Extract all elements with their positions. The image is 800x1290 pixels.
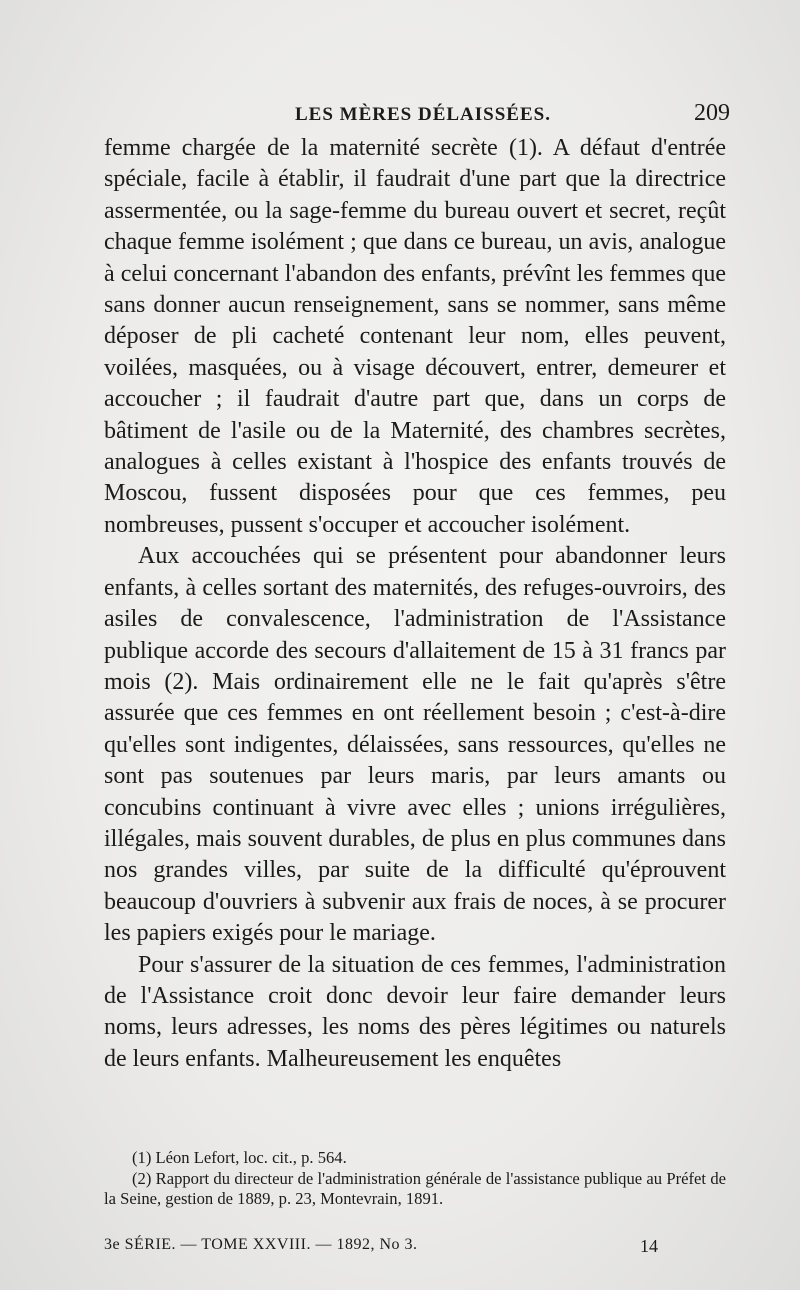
- paragraph-continued: femme chargée de la maternité secrète (1). A défaut d'entrée spéciale, facile à établir, il faudrait d'une part que la directrice assermentée, ou la sage-femme du bureau ouvert et secret, reçût chaque femme isolément ; que dans ce bureau, un avis, analogue à celui concernant l'abandon des enfants, prévînt les femmes que sans donner aucun renseignement, sans se nommer, sans même déposer de pli cacheté contenant leur nom, elles peuvent, voilées, masquées, ou à visage découvert, entrer, demeurer et accoucher ; il faudrait d'autre part que, dans un corps de bâtiment de l'asile ou de la Maternité, des chambres secrètes, analogues à celles existant à l'hospice des enfants trouvés de Moscou, fussent disposées pour que ces femmes, peu nombreuses, pussent s'occuper et accoucher isolément.: [104, 135, 726, 538]
- sheet-number: 14: [640, 1236, 658, 1256]
- running-title: LES MÈRES DÉLAISSÉES.: [295, 104, 551, 125]
- page-number: 209: [694, 100, 730, 126]
- footnote-1: (1) Léon Lefort, loc. cit., p. 564.: [132, 1148, 347, 1167]
- footnote-2: (2) Rapport du directeur de l'administration générale de l'assistance publique au Préfet de la Seine, gestion de 1889, p. 23, Montevrain, 1891.: [104, 1168, 726, 1208]
- page-footer: [104, 1236, 726, 1260]
- series-signature: 3e SÉRIE. — TOME XXVIII. — 1892, No 3.: [104, 1236, 418, 1253]
- footnotes: [104, 1148, 726, 1210]
- body-text: [104, 133, 726, 1075]
- paragraph-inquiries: Pour s'assurer de la situation de ces femmes, l'administration de l'Assistance croit donc devoir leur faire demander leurs noms, leurs adresses, les noms des pères légitimes ou naturels de leurs enfants. Malheureusement les enquêtes: [104, 951, 726, 1072]
- page-header: [100, 100, 730, 130]
- paragraph-allowances: Aux accouchées qui se présentent pour abandonner leurs enfants, à celles sortant des maternités, des refuges-ouvroirs, des asiles de convalescence, l'administration de l'Assistance publique accorde des secours d'allaitement de 15 à 31 francs par mois (2). Mais ordinairement elle ne le fait qu'après s'être assurée que ces femmes en ont réellement besoin ; c'est-à-dire qu'elles sont indigentes, délaissées, sans ressources, qu'elles ne sont pas soutenues par leurs maris, par leurs amants ou concubins continuant à vivre avec elles ; unions irrégulières, illégales, mais souvent durables, de plus en plus communes dans nos grandes villes, par suite de la difficulté qu'éprouvent beaucoup d'ouvriers à subvenir aux frais de noces, à se procurer les papiers exigés pour le mariage.: [104, 543, 726, 947]
